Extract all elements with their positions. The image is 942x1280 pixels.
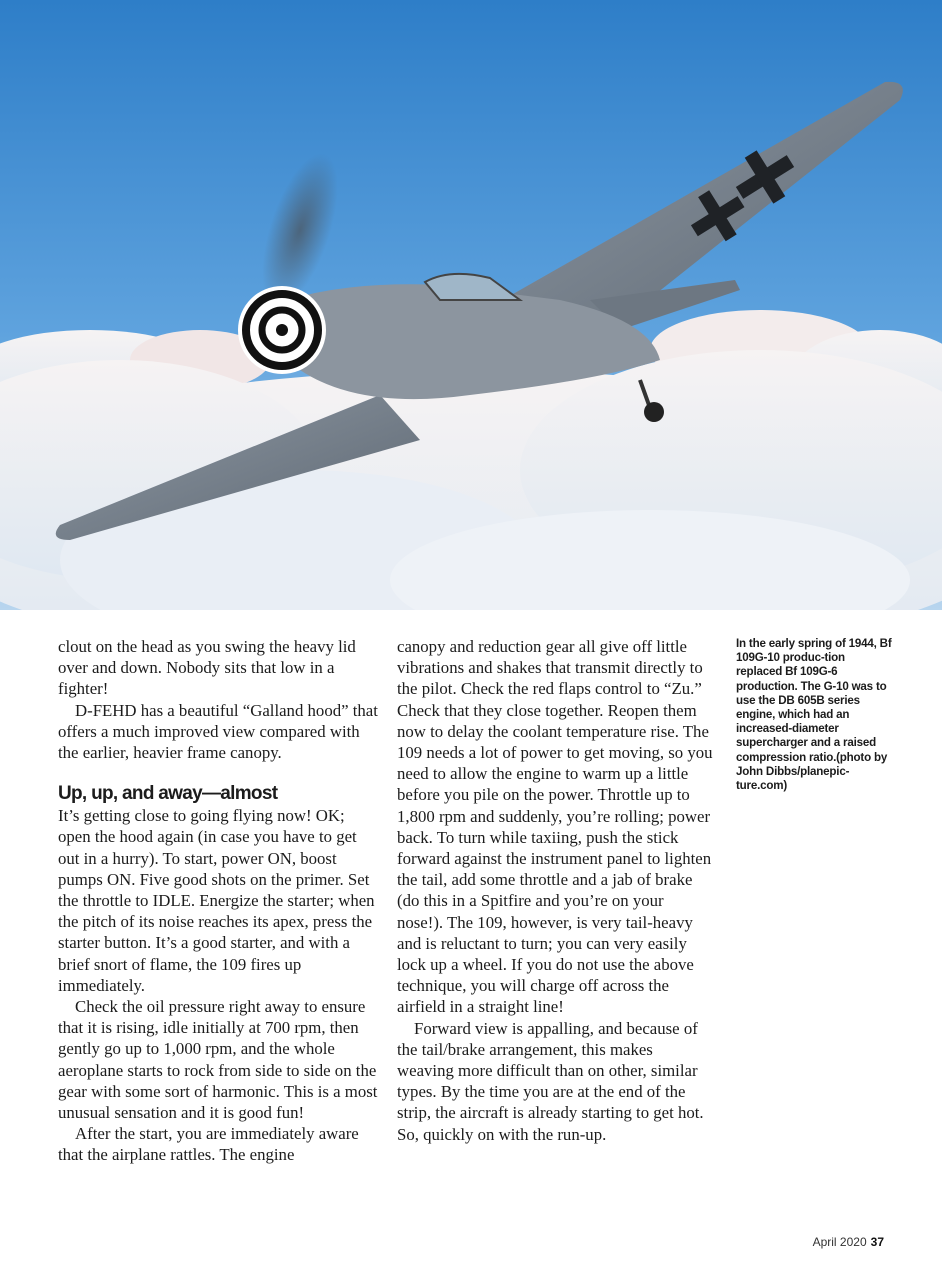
- photo-caption: In the early spring of 1944, Bf 109G-10 produc-tion replaced Bf 109G-6 production. The G-10 was to use the DB 605B series engine, which had an increased-diameter supercharger and a raised compression ratio.(photo by John Dibbs/planepic-ture.com): [736, 637, 892, 793]
- paragraph: canopy and reduction gear all give off little vibrations and shakes that transmit directly to the pilot. Check the red flaps control to “Zu.” Check that they close together. Reopen them now to delay the coolant temperature rise. The 109 needs a lot of power to get moving, so you need to allow the engine to warm up a little before you pile on the power. Throttle up to 1,800 rpm and suddenly, you’re rolling; power back. To turn while taxiing, push the stick forward against the instrument panel to lighten the tail, add some throttle and a jab of brake (do this in a Spitfire and you’re on your nose!). The 109, however, is very tail-heavy and is reluctant to turn; you can very easily lock up a wheel. If you do not use the above technique, you will charge off across the airfield in a straight line!: [397, 637, 713, 1017]
- paragraph: Check the oil pressure right away to ensure that it is rising, idle initially at 700 rpm, then gently go up to 1,000 rpm, and the whole aeroplane starts to rock from side to side on the gear with some sort of harmonic. This is a most unusual sensation and it is good fun!: [58, 997, 378, 1123]
- issue-date: April 2020: [812, 1235, 867, 1249]
- text-column-1: [58, 636, 380, 1166]
- section-heading: Up, up, and away—almost: [58, 783, 278, 805]
- paragraph: It’s getting close to going flying now! OK; open the hood again (in case you have to get out in a hurry). To start, power ON, boost pumps ON. Five good shots on the primer. Set the throttle to IDLE. Energize the starter; when the pitch of its noise reaches its apex, press the starter button. It’s a good starter, and with a brief snort of flame, the 109 fires up immediately.: [58, 806, 375, 995]
- page-footer: [813, 1235, 884, 1249]
- paragraph: D-FEHD has a beautiful “Galland hood” that offers a much improved view compared with the earlier, heavier frame canopy.: [58, 700, 378, 763]
- text-column-2: [397, 636, 713, 1145]
- spiral-spinner: [238, 286, 326, 374]
- paragraph: clout on the head as you swing the heavy lid over and down. Nobody sits that low in a fighter!: [58, 637, 356, 699]
- paragraph: After the start, you are immediately aware that the airplane rattles. The engine: [58, 1124, 359, 1165]
- paragraph: Forward view is appalling, and because of the tail/brake arrangement, this makes weaving more difficult than on other, similar types. By the time you are at the end of the strip, the aircraft is already starting to get hot. So, quickly on with the run-up.: [397, 1018, 704, 1144]
- airplane-photo: [0, 0, 942, 610]
- page-number: 37: [870, 1235, 884, 1249]
